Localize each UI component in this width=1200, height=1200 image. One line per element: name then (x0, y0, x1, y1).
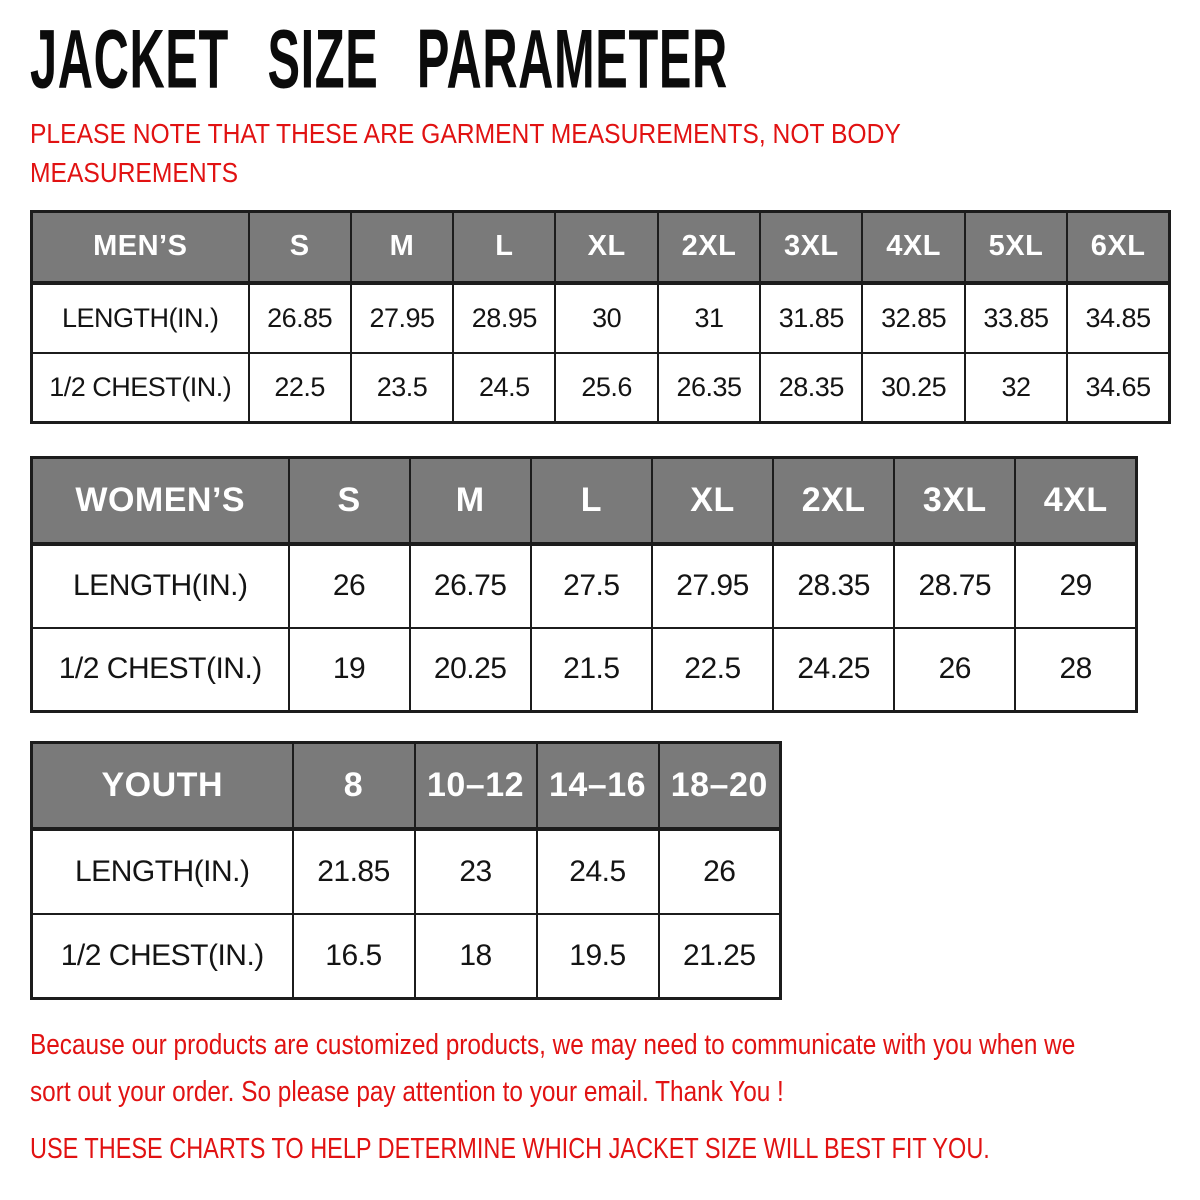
row-label: 1/2 CHEST(IN.) (32, 628, 289, 712)
measurement-cell: 24.5 (537, 829, 659, 914)
garment-measurement-note: PLEASE NOTE THAT THESE ARE GARMENT MEASUREMENTS, NOT BODY MEASUREMENTS (30, 118, 901, 188)
size-header-cell: 14–16 (537, 743, 659, 829)
measurement-cell: 19 (289, 628, 410, 712)
measurement-cell: 27.95 (652, 544, 773, 628)
table-row (32, 914, 781, 999)
measurement-cell: 16.5 (293, 914, 415, 999)
measurement-cell: 20.25 (410, 628, 531, 712)
size-header-cell: 8 (293, 743, 415, 829)
measurement-cell: 28.35 (760, 353, 862, 423)
measurement-cell: 21.85 (293, 829, 415, 914)
header-row (32, 743, 781, 829)
measurement-cell: 26.85 (249, 283, 351, 353)
youth-size-table (30, 741, 1200, 1000)
size-header-cell: M (410, 458, 531, 544)
measurement-cell: 31 (658, 283, 760, 353)
measurement-cell: 28.75 (894, 544, 1015, 628)
table-row (32, 283, 1170, 353)
measurement-cell: 23 (415, 829, 537, 914)
size-header-cell: 3XL (894, 458, 1015, 544)
youth-table (30, 741, 782, 1000)
page-title: JACKET SIZE PARAMETER (30, 12, 728, 106)
size-header-cell: M (351, 212, 453, 283)
measurement-cell: 30.25 (862, 353, 964, 423)
measurement-cell: 26 (659, 829, 781, 914)
measurement-cell: 28.35 (773, 544, 894, 628)
row-label: 1/2 CHEST(IN.) (32, 914, 293, 999)
measurement-cell: 33.85 (965, 283, 1067, 353)
customization-notice: Because our products are customized products, we may need to communicate with you when we sort out your order. So please pay attention to your email. Thank You ! (30, 1029, 1076, 1108)
size-header-cell: 3XL (760, 212, 862, 283)
table-row (32, 628, 1137, 712)
size-header-cell: 10–12 (415, 743, 537, 829)
size-header-cell: S (289, 458, 410, 544)
size-header-cell: L (453, 212, 555, 283)
measurement-cell: 26 (894, 628, 1015, 712)
measurement-cell: 26.35 (658, 353, 760, 423)
size-header-cell: 4XL (862, 212, 964, 283)
measurement-cell: 22.5 (249, 353, 351, 423)
measurement-cell: 29 (1015, 544, 1136, 628)
header-row (32, 212, 1170, 283)
size-header-cell: XL (555, 212, 657, 283)
mens-table (30, 210, 1171, 424)
measurement-cell: 23.5 (351, 353, 453, 423)
table-row (32, 353, 1170, 423)
measurement-cell: 26.75 (410, 544, 531, 628)
measurement-cell: 25.6 (555, 353, 657, 423)
measurement-cell: 32.85 (862, 283, 964, 353)
measurement-cell: 34.85 (1067, 283, 1169, 353)
header-row (32, 458, 1137, 544)
size-header-cell: 2XL (773, 458, 894, 544)
measurement-cell: 28.95 (453, 283, 555, 353)
measurement-cell: 31.85 (760, 283, 862, 353)
measurement-cell: 34.65 (1067, 353, 1169, 423)
row-label: LENGTH(IN.) (32, 829, 293, 914)
size-header-cell: 4XL (1015, 458, 1136, 544)
size-header-cell: 5XL (965, 212, 1067, 283)
table-title-cell: WOMEN’S (32, 458, 289, 544)
measurement-cell: 26 (289, 544, 410, 628)
row-label: LENGTH(IN.) (32, 283, 249, 353)
measurement-cell: 24.25 (773, 628, 894, 712)
size-header-cell: L (531, 458, 652, 544)
womens-size-table (30, 456, 1200, 713)
row-label: LENGTH(IN.) (32, 544, 289, 628)
measurement-cell: 22.5 (652, 628, 773, 712)
size-header-cell: XL (652, 458, 773, 544)
size-header-cell: S (249, 212, 351, 283)
measurement-cell: 30 (555, 283, 657, 353)
table-row (32, 829, 781, 914)
womens-table (30, 456, 1138, 713)
measurement-cell: 21.5 (531, 628, 652, 712)
row-label: 1/2 CHEST(IN.) (32, 353, 249, 423)
size-header-cell: 6XL (1067, 212, 1169, 283)
size-header-cell: 2XL (658, 212, 760, 283)
measurement-cell: 27.95 (351, 283, 453, 353)
table-row (32, 544, 1137, 628)
measurement-cell: 19.5 (537, 914, 659, 999)
size-header-cell: 18–20 (659, 743, 781, 829)
measurement-cell: 24.5 (453, 353, 555, 423)
table-title-cell: YOUTH (32, 743, 293, 829)
measurement-cell: 18 (415, 914, 537, 999)
measurement-cell: 21.25 (659, 914, 781, 999)
mens-size-table (30, 210, 1200, 424)
measurement-cell: 27.5 (531, 544, 652, 628)
table-title-cell: MEN’S (32, 212, 249, 283)
chart-usage-note: USE THESE CHARTS TO HELP DETERMINE WHICH JACKET SIZE WILL BEST FIT YOU. (30, 1133, 990, 1165)
measurement-cell: 28 (1015, 628, 1136, 712)
measurement-cell: 32 (965, 353, 1067, 423)
